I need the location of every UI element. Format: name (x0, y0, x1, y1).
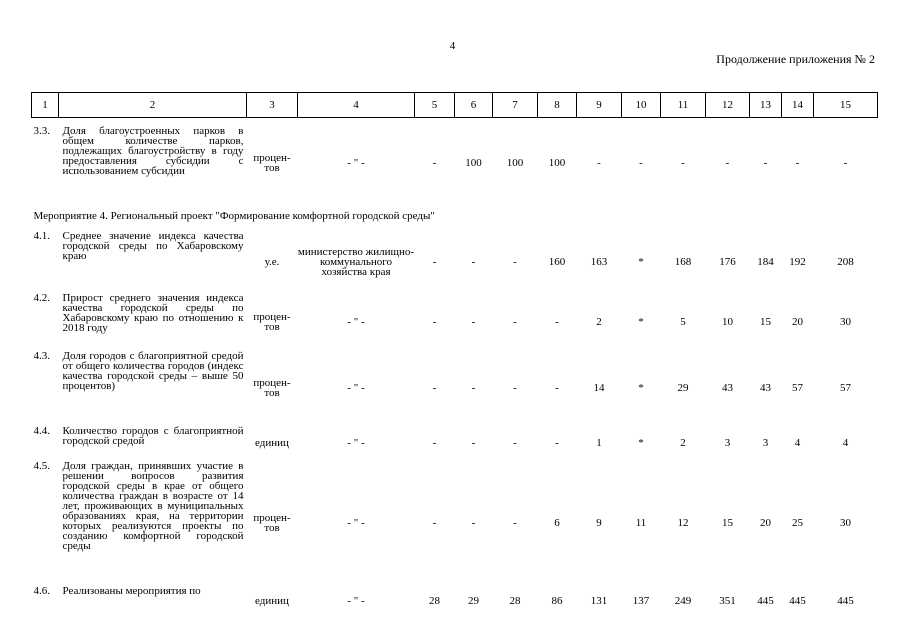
value-cell: 11 (635, 517, 647, 529)
unit-cell: у.е. (264, 255, 280, 268)
value-cell: - (513, 517, 517, 529)
value-cell: 131 (590, 594, 608, 607)
value-cell: 9 (596, 517, 602, 529)
value-cell: * (638, 315, 644, 328)
value-cell: 3 (724, 437, 731, 449)
value-cell: 168 (674, 255, 692, 268)
row-number: 4.3. (33, 349, 50, 362)
indicators-table (31, 92, 878, 616)
value-cell: 12 (677, 517, 689, 529)
value-cell: - (471, 255, 476, 268)
value-cell: - (432, 382, 437, 394)
value-cell: - (432, 437, 437, 449)
responsible-cell: - " - (347, 157, 365, 169)
table-row (32, 351, 878, 426)
value-cell: 10 (722, 315, 733, 328)
value-cell: * (638, 255, 644, 268)
indicator-name: Прирост среднего значения индекса качества городской среды по Хабаровскому краю по отношению к 2018 году (62, 291, 244, 334)
responsible-cell: - " - (347, 594, 365, 607)
row-number: 4.6. (33, 584, 50, 597)
table-header-row (32, 93, 878, 118)
value-cell: 29 (468, 594, 479, 607)
value-cell: 30 (840, 315, 851, 328)
value-cell: 2 (680, 437, 686, 449)
responsible-cell: министерство жилищно-коммунального хозяйства края (297, 245, 415, 278)
section-row (32, 201, 878, 231)
header-cell-11: 11 (661, 93, 706, 118)
header-cell-13: 13 (750, 93, 782, 118)
page-number: 4 (449, 40, 456, 52)
value-cell: 249 (674, 594, 692, 607)
value-cell: 15 (722, 517, 733, 529)
value-cell: - (597, 157, 601, 169)
value-cell: - (513, 255, 517, 268)
value-cell: - (763, 157, 768, 169)
value-cell: - (555, 315, 559, 328)
value-cell: 20 (792, 315, 803, 328)
value-cell: 351 (719, 594, 736, 607)
value-cell: 2 (596, 315, 602, 328)
header-cell-12: 12 (706, 93, 750, 118)
value-cell: 14 (593, 382, 605, 394)
indicator-name: Количество городов с благоприятной городской средой (62, 424, 244, 447)
value-cell: - (555, 382, 559, 394)
value-cell: - (843, 157, 848, 169)
value-cell: 28 (509, 594, 521, 607)
value-cell: 20 (760, 517, 771, 529)
value-cell: 100 (465, 157, 482, 169)
value-cell: 445 (837, 594, 854, 607)
value-cell: - (513, 315, 517, 328)
unit-cell: процен- тов (253, 152, 291, 174)
unit-cell: процен- тов (253, 377, 291, 399)
value-cell: 30 (840, 517, 851, 529)
value-cell: - (471, 517, 476, 529)
value-cell: * (638, 437, 644, 449)
indicator-name: Реализованы мероприятия по (62, 584, 201, 597)
row-number: 4.2. (33, 291, 50, 304)
value-cell: 43 (722, 382, 733, 394)
indicator-name: Доля граждан, принявших участие в решении вопросов развития городской среды в крае от общего количества граждан в возрасте от 14 лет, проживающих в муниципальных образованиях края, на территории которых реализуются проекты по созданию комфортной городской среды (62, 459, 244, 552)
value-cell: 160 (548, 255, 566, 268)
value-cell: - (432, 157, 437, 169)
row-number: 4.5. (33, 459, 50, 472)
value-cell: 137 (632, 594, 650, 607)
responsible-cell: - " - (347, 437, 365, 449)
value-cell: 15 (760, 315, 771, 328)
header-cell-7: 7 (493, 93, 538, 118)
unit-cell: процен- тов (253, 512, 291, 534)
value-cell: - (513, 382, 517, 394)
value-cell: 43 (760, 382, 771, 394)
continuation-label: Продолжение приложения № 2 (716, 52, 875, 66)
value-cell: 5 (680, 315, 686, 328)
value-cell: - (471, 382, 476, 394)
header-cell-1: 1 (32, 93, 59, 118)
table-row (32, 231, 878, 293)
table-row (32, 126, 878, 201)
row-number: 4.4. (33, 424, 50, 437)
value-cell: - (432, 255, 437, 268)
row-number: 3.3. (33, 124, 50, 137)
value-cell: - (432, 315, 437, 328)
unit-cell: процен- тов (253, 310, 291, 333)
indicator-name: Доля благоустроенных парков в общем количестве парков, подлежащих благоустройству в году предоставления субсидии с использованием субсидии (62, 124, 244, 177)
value-cell: 1 (596, 437, 602, 449)
table-row (32, 586, 878, 616)
value-cell: - (555, 437, 559, 449)
value-cell: 29 (677, 382, 689, 394)
value-cell: - (513, 437, 517, 449)
value-cell: - (639, 157, 643, 169)
section-title: Мероприятие 4. Региональный проект "Формирование комфортной городской среды" (33, 209, 435, 222)
value-cell: 3 (762, 437, 769, 449)
header-cell-8: 8 (538, 93, 577, 118)
value-cell: 86 (551, 594, 563, 607)
value-cell: 25 (792, 517, 803, 529)
value-cell: - (681, 157, 685, 169)
indicator-name: Доля городов с благоприятной средой от общего количества городов (индекс качества городской среды – выше 50 процентов) (62, 349, 244, 392)
value-cell: 163 (590, 255, 608, 268)
value-cell: 4 (842, 437, 849, 449)
value-cell: 445 (757, 594, 774, 607)
value-cell: 100 (506, 157, 524, 169)
header-cell-10: 10 (622, 93, 661, 118)
responsible-cell: - " - (347, 517, 365, 529)
table-row (32, 426, 878, 461)
header-cell-9: 9 (577, 93, 622, 118)
table-row (32, 293, 878, 351)
value-cell: 57 (840, 382, 851, 394)
value-cell: - (432, 517, 437, 529)
header-cell-4: 4 (298, 93, 415, 118)
header-cell-3: 3 (247, 93, 298, 118)
value-cell: * (638, 382, 644, 394)
table-row (32, 461, 878, 586)
value-cell: 192 (789, 255, 806, 268)
value-cell: - (471, 437, 476, 449)
header-cell-6: 6 (455, 93, 493, 118)
value-cell: 184 (757, 255, 774, 268)
header-cell-14: 14 (782, 93, 814, 118)
value-cell: - (795, 157, 800, 169)
value-cell: 6 (554, 517, 560, 529)
indicator-name: Среднее значение индекса качества городской среды по Хабаровскому краю (62, 229, 244, 262)
row-number: 4.1. (33, 229, 50, 242)
header-cell-2: 2 (59, 93, 247, 118)
value-cell: - (471, 315, 476, 328)
unit-cell: единиц (255, 594, 289, 607)
header-cell-5: 5 (415, 93, 455, 118)
value-cell: 57 (792, 382, 803, 394)
responsible-cell: - " - (347, 315, 365, 328)
header-cell-15: 15 (814, 93, 878, 118)
value-cell: 176 (719, 255, 736, 268)
value-cell: 28 (429, 594, 440, 607)
value-cell: 445 (789, 594, 806, 607)
value-cell: - (725, 157, 730, 169)
value-cell: 100 (548, 157, 566, 169)
responsible-cell: - " - (347, 382, 365, 394)
value-cell: 208 (837, 255, 854, 268)
value-cell: 4 (794, 437, 801, 449)
unit-cell: единиц (255, 437, 289, 449)
